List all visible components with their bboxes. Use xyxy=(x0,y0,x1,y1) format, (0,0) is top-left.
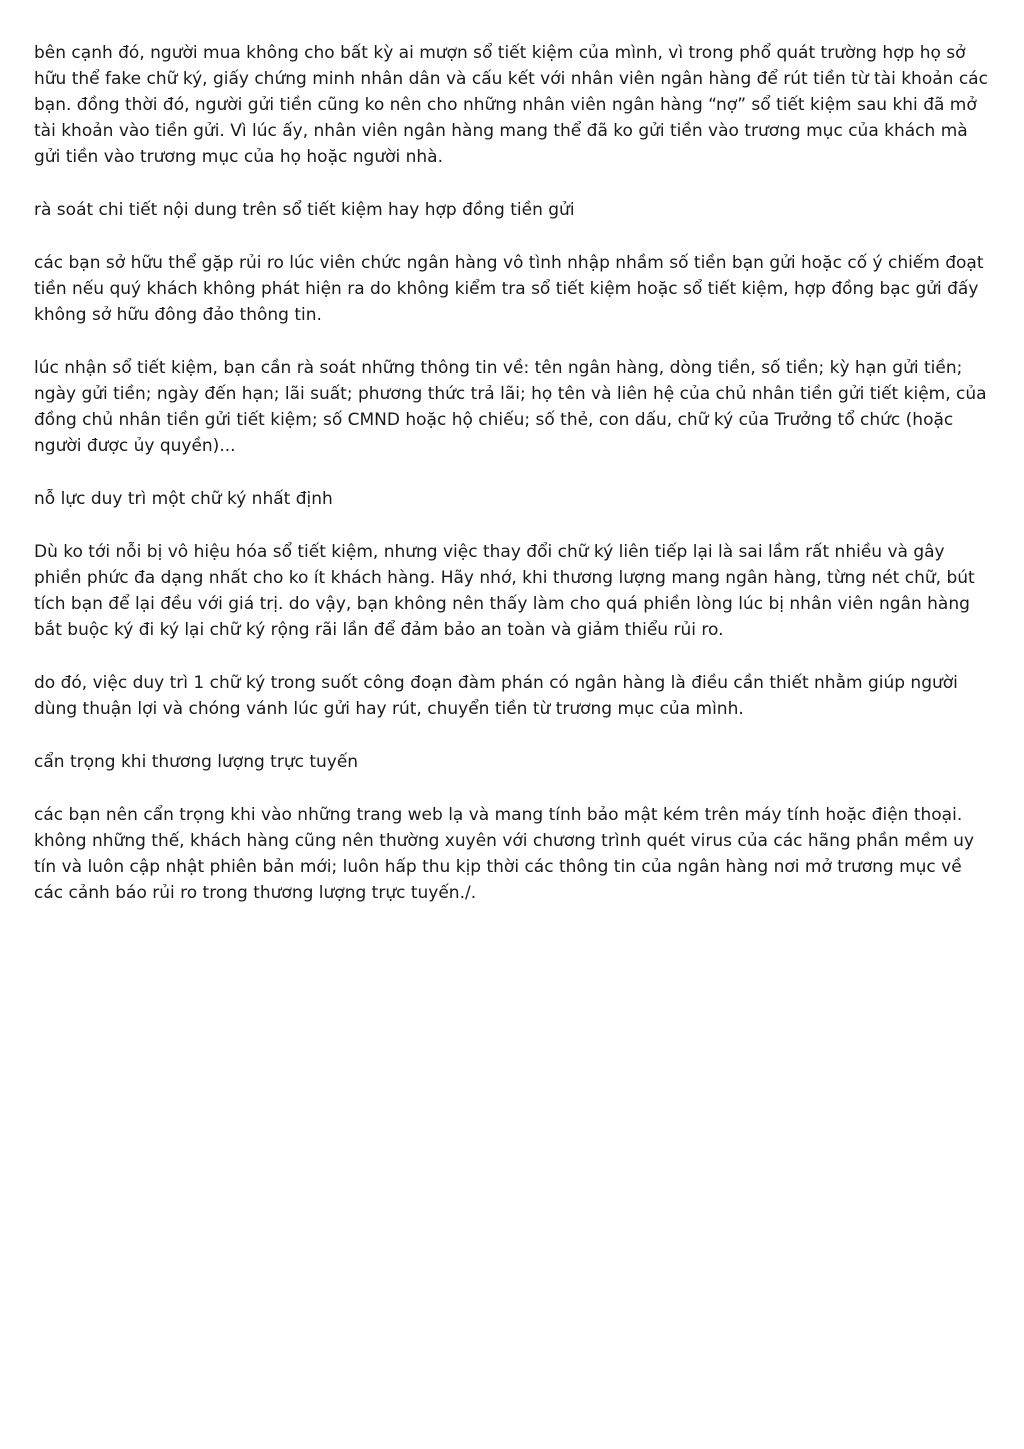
paragraph-checklist: lúc nhận sổ tiết kiệm, bạn cần rà soát những thông tin về: tên ngân hàng, dòng tiền, số tiền; kỳ hạn gửi tiền; ngày gửi tiền; ngày đến hạn; lãi suất; phương thức trả lãi; họ tên và liên hệ của chủ nhân tiền gửi tiết kiệm, của đồng chủ nhân tiền gửi tiết kiệm; số CMND hoặc hộ chiếu; số thẻ, con dấu, chữ ký của Trưởng tổ chức (hoặc người được ủy quyền)... xyxy=(34,358,987,456)
document-page xyxy=(34,40,992,933)
paragraph-signature-change: Dù ko tới nỗi bị vô hiệu hóa sổ tiết kiệm, nhưng việc thay đổi chữ ký liên tiếp lại là sai lầm rất nhiều và gây phiền phức đa dạng nhất cho ko ít khách hàng. Hãy nhớ, khi thương lượng mang ngân hàng, từng nét chữ, bút tích bạn để lại đều với giá trị. do vậy, bạn không nên thấy làm cho quá phiền lòng lúc bị nhân viên ngân hàng bắt buộc ký đi ký lại chữ ký rộng rãi lần để đảm bảo an toàn và giảm thiểu rủi ro. xyxy=(34,542,975,640)
section-heading-check-details: rà soát chi tiết nội dung trên sổ tiết kiệm hay hợp đồng tiền gửi xyxy=(34,200,575,220)
paragraph-online-safety: các bạn nên cẩn trọng khi vào những trang web lạ và mang tính bảo mật kém trên máy tính hoặc điện thoại. không những thế, khách hàng cũng nên thường xuyên với chương trình quét virus của các hãng phần mềm uy tín và luôn cập nhật phiên bản mới; luôn hấp thu kịp thời các thông tin của ngân hàng nơi mở trương mục về các cảnh báo rủi ro trong thương lượng trực tuyến./. xyxy=(34,805,975,903)
paragraph-intro: bên cạnh đó, người mua không cho bất kỳ ai mượn sổ tiết kiệm của mình, vì trong phổ quát trường hợp họ sở hữu thể fake chữ ký, giấy chứng minh nhân dân và cấu kết với nhân viên ngân hàng để rút tiền từ tài khoản các bạn. đồng thời đó, người gửi tiền cũng ko nên cho những nhân viên ngân hàng “nợ” sổ tiết kiệm sau khi đã mở tài khoản vào tiền gửi. Vì lúc ấy, nhân viên ngân hàng mang thể đã ko gửi tiền vào trương mục của khách mà gửi tiền vào trương mục của họ hoặc người nhà. xyxy=(34,43,988,167)
section-heading-online: cẩn trọng khi thương lượng trực tuyến xyxy=(34,752,359,772)
paragraph-risk: các bạn sở hữu thể gặp rủi ro lúc viên chức ngân hàng vô tình nhập nhầm số tiền bạn gửi hoặc cố ý chiếm đoạt tiền nếu quý khách không phát hiện ra do không kiểm tra sổ tiết kiệm hoặc sổ tiết kiệm, hợp đồng bạc gửi đấy không sở hữu đông đảo thông tin. xyxy=(34,253,984,325)
section-heading-signature: nỗ lực duy trì một chữ ký nhất định xyxy=(34,489,333,509)
paragraph-signature-consistency: do đó, việc duy trì 1 chữ ký trong suốt công đoạn đàm phán có ngân hàng là điều cần thiết nhằm giúp người dùng thuận lợi và chóng vánh lúc gửi hay rút, chuyển tiền từ trương mục của mình. xyxy=(34,673,958,719)
